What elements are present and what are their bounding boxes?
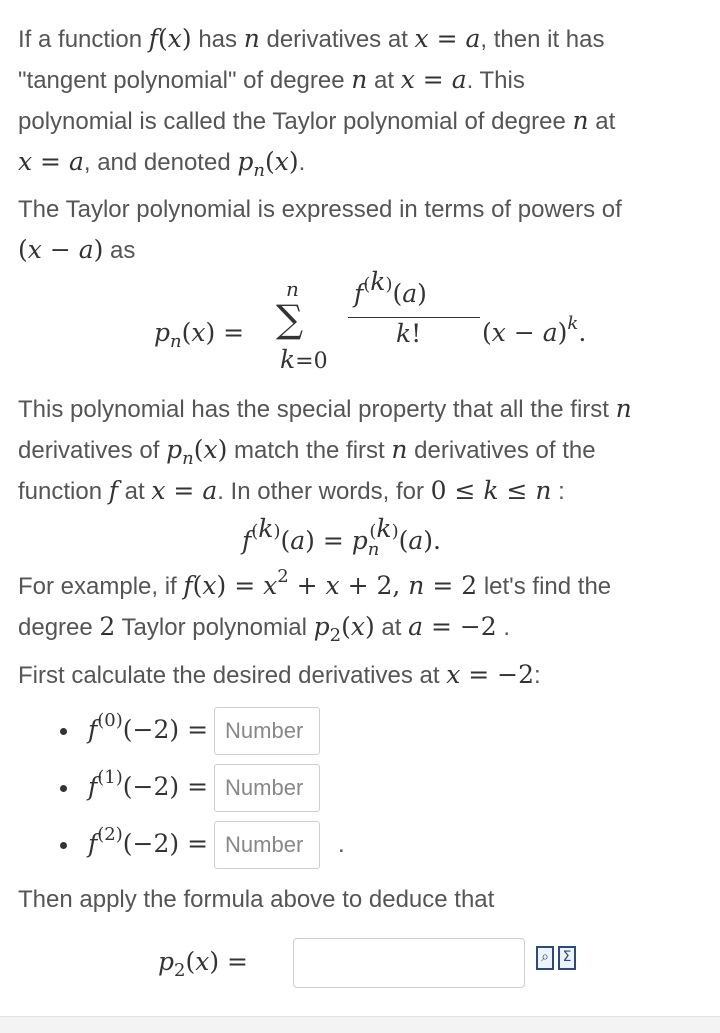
property-equation: $f^{(k)}(a) = p_n^{(k)}(a)$. [242,514,441,560]
intro-line-4: x = a, and denoted $p_n(x)$. [18,147,306,181]
derivative-1-input[interactable]: Number [214,764,320,812]
example-line-1: For example, if $f(x) = x^2 + x + 2$, n = 2 let's find the [18,566,612,600]
derivative-item-2: $f^{(2)}(-2)$ = Number . [18,816,720,873]
answer-input[interactable] [293,938,525,988]
answer-row: $p_2(x)$ = ⌕ Σ [18,932,720,992]
derivative-item-1: $f^{(1)}(-2)$ = Number [18,759,720,816]
preview-icon[interactable]: ⌕ [536,946,554,970]
derivative-0-input[interactable]: Number [214,707,320,755]
property-line-2: derivatives of $p_n(x)$ match the first n derivatives of the [18,435,596,469]
derivative-list [18,702,720,873]
example-line-2: degree 2 Taylor polynomial $p_2(x)$ at a = −2 . [18,612,511,646]
footer-bar [0,1016,720,1033]
taylor-formula: $p_n(x)$ = n ∑ k=0 $f^{(k)}(a)$ k! $(x - a)^k$. [154,267,587,374]
property-line-1: This polynomial has the special property that all the first n [18,394,632,423]
derivative-2-input[interactable]: Number [214,821,320,869]
sigma-icon: ∑ [276,297,304,341]
powers-line-1: The Taylor polynomial is expressed in terms of powers of [18,196,622,223]
equation-editor-icon[interactable]: Σ [558,946,576,970]
intro-line-2: "tangent polynomial" of degree n at x = a. This [18,65,525,94]
intro-line-3: polynomial is called the Taylor polynomial of degree n at [18,106,616,135]
powers-line-2: (x − a) as [18,235,136,264]
intro-line-1: If a function f(x) has n derivatives at x = a, then it has [18,24,605,53]
problem-content [18,19,720,992]
derivative-item-0: $f^{(0)}(-2)$ = Number [18,702,720,759]
trailing-period: . [338,830,345,858]
example-line-3: First calculate the desired derivatives at x = −2: [18,660,541,689]
apply-text: Then apply the formula above to deduce that [18,886,495,913]
property-line-3: function f at x = a. In other words, for 0 ≤ k ≤ n : [18,476,565,505]
